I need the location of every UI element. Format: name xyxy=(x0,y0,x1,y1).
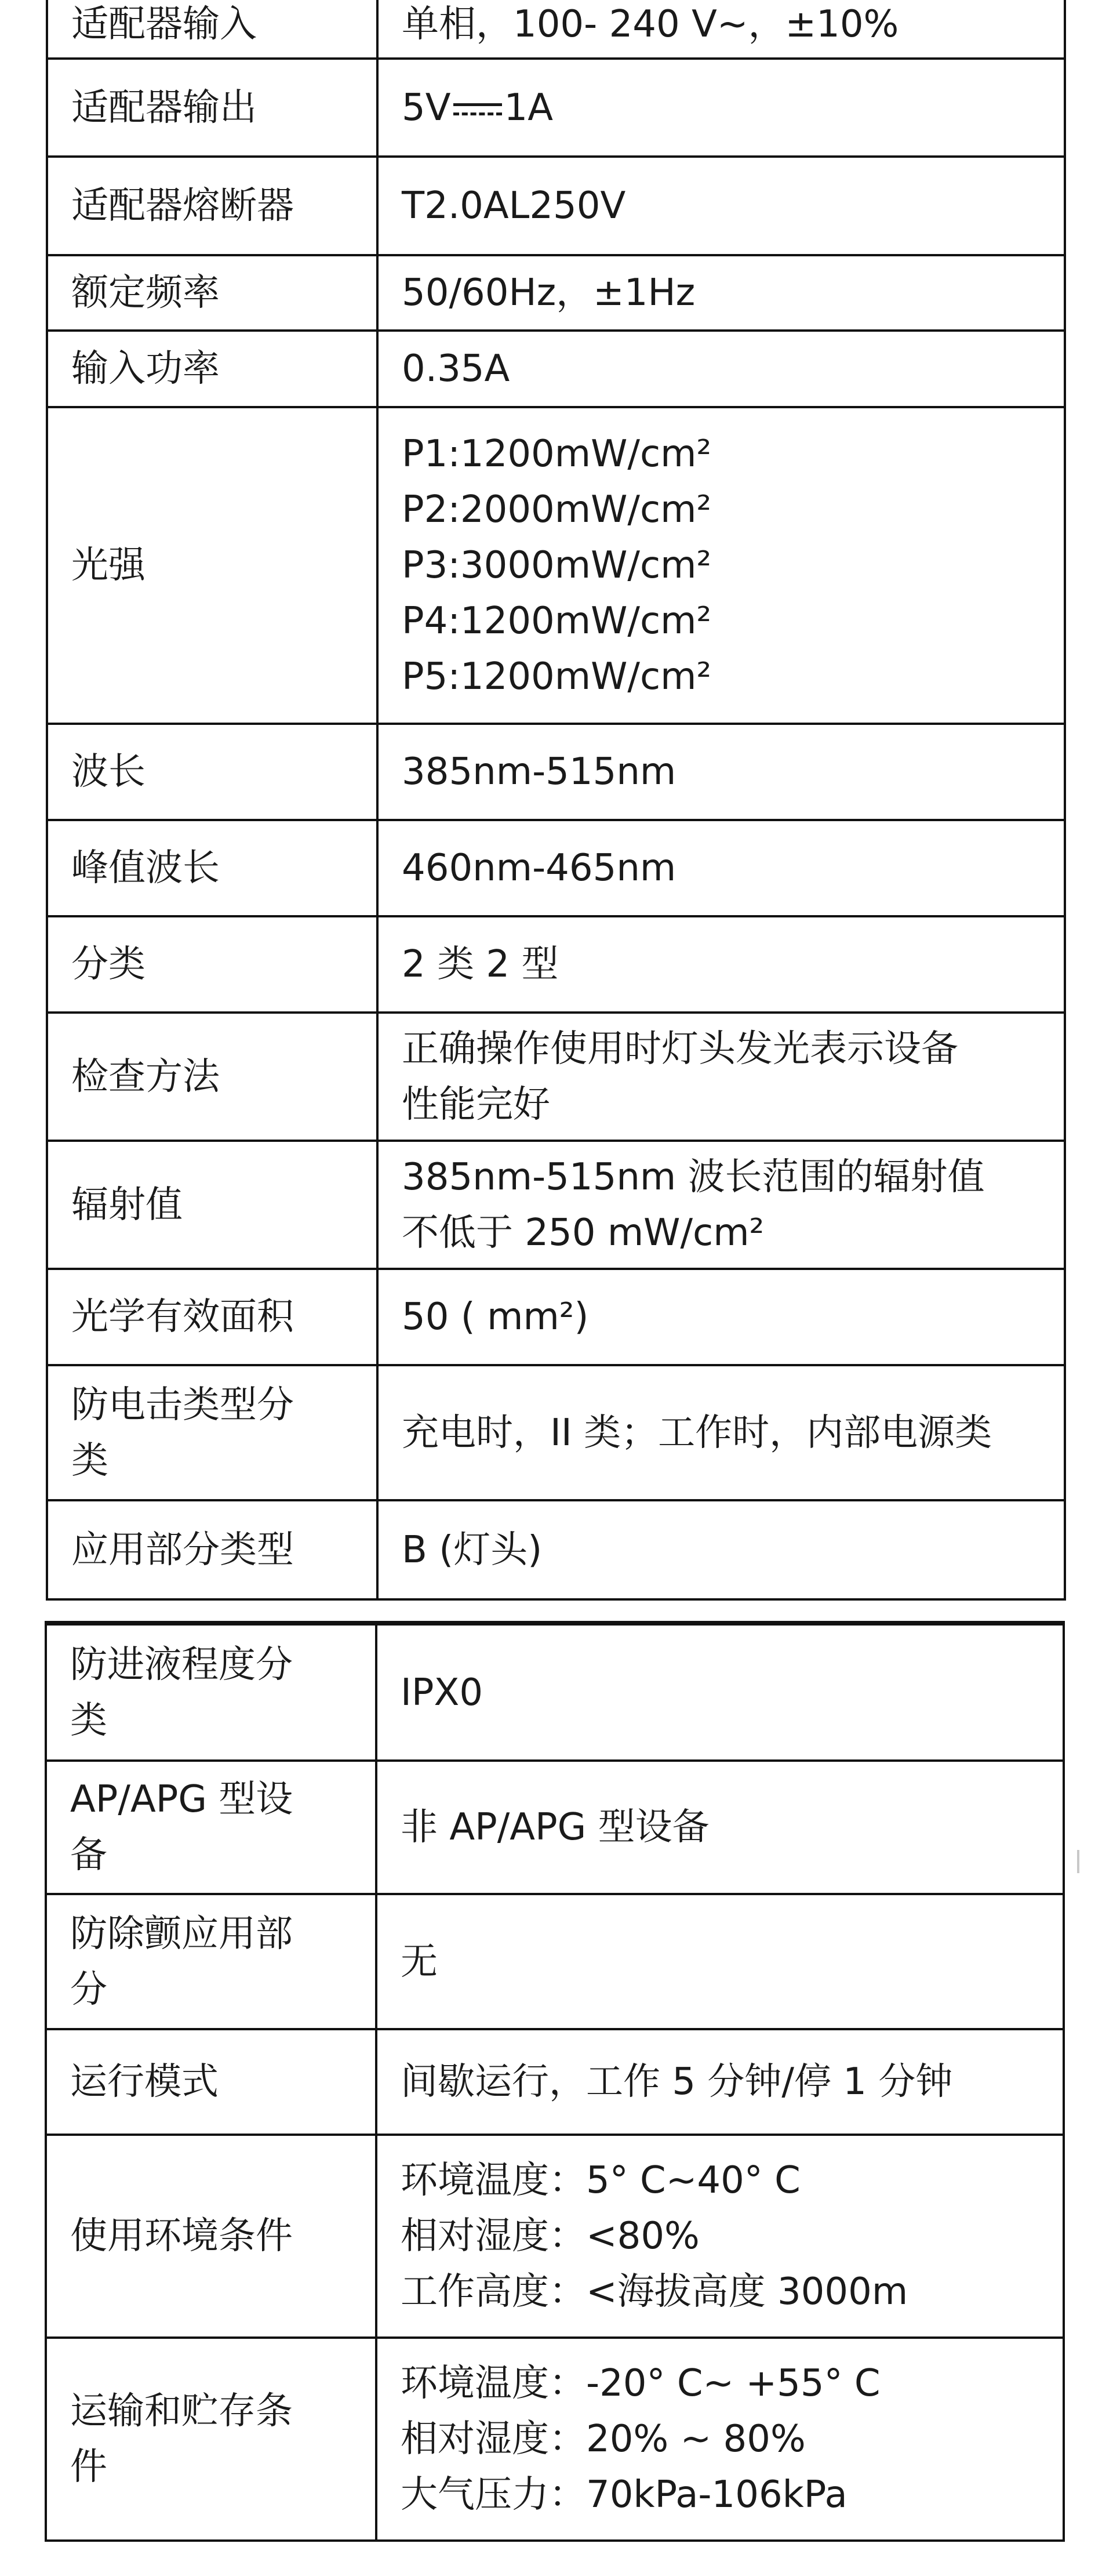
row-label xyxy=(47,407,377,724)
value-text: 50 ( mm²) xyxy=(402,1296,589,1338)
scan-mark xyxy=(1077,1850,1079,1873)
label-text: 运行模式 xyxy=(70,2060,219,2103)
table-row xyxy=(47,255,1065,331)
value-line: 385nm-515nm 波长范围的辐射值 xyxy=(402,1155,985,1199)
spec-table-top xyxy=(46,0,1066,1601)
value-suffix: 1A xyxy=(504,86,553,129)
table-row xyxy=(46,2338,1064,2541)
table-row xyxy=(46,1761,1064,1894)
row-value xyxy=(377,1013,1065,1141)
label-text: 辐射值 xyxy=(71,1183,183,1227)
row-value xyxy=(377,255,1065,331)
value-line: 不低于 250 mW/cm² xyxy=(402,1211,765,1254)
row-label xyxy=(46,1761,376,1894)
label-text: 应用部分类型 xyxy=(71,1528,294,1572)
table-row xyxy=(47,724,1065,820)
label-line: 运输和贮存条 xyxy=(70,2390,293,2433)
label-line: 备 xyxy=(70,1834,107,1877)
row-value xyxy=(377,1141,1065,1269)
label-line: 防电击类型分 xyxy=(71,1383,294,1427)
table-row xyxy=(47,407,1065,724)
value-line: P3:3000mW/cm² xyxy=(402,544,712,587)
row-value xyxy=(376,2135,1064,2338)
label-text: 适配器输入 xyxy=(71,2,257,46)
row-value xyxy=(377,0,1065,59)
row-value xyxy=(377,724,1065,820)
row-label xyxy=(47,916,377,1013)
row-value xyxy=(377,59,1065,157)
label-line: 类 xyxy=(71,1439,108,1482)
value-text: 50/60Hz，±1Hz xyxy=(402,271,696,314)
row-label xyxy=(47,1141,377,1269)
table-row xyxy=(46,1894,1064,2029)
dc-symbol-icon xyxy=(453,101,502,118)
row-label xyxy=(47,724,377,820)
row-label xyxy=(47,820,377,916)
row-label xyxy=(47,331,377,407)
label-text: 光学有效面积 xyxy=(71,1296,294,1338)
value-text: 充电时，II 类；工作时，内部电源类 xyxy=(402,1411,992,1454)
row-label xyxy=(47,1500,377,1599)
row-label xyxy=(46,2135,376,2338)
table-row xyxy=(47,331,1065,407)
value-text: IPX0 xyxy=(401,1671,483,1714)
table-row xyxy=(47,59,1065,157)
row-value xyxy=(376,1894,1064,2029)
row-label xyxy=(46,2338,376,2541)
row-value xyxy=(377,1365,1065,1500)
row-label xyxy=(46,2029,376,2135)
value-text xyxy=(402,80,1041,136)
value-text: 间歇运行，工作 5 分钟/停 1 分钟 xyxy=(401,2060,953,2103)
row-value xyxy=(376,2338,1064,2541)
row-label xyxy=(47,255,377,331)
table-row xyxy=(46,1623,1064,1761)
row-label xyxy=(47,1269,377,1365)
value-line: 正确操作使用时灯头发光表示设备 xyxy=(402,1027,958,1071)
label-text: 适配器输出 xyxy=(71,86,257,129)
spec-table-bottom xyxy=(45,1621,1065,2542)
value-text: 非 AP/APG 型设备 xyxy=(401,1806,710,1849)
label-line: 防除颤应用部 xyxy=(70,1912,293,1955)
row-label xyxy=(47,59,377,157)
table-row xyxy=(47,1500,1065,1599)
table-row xyxy=(47,1365,1065,1500)
value-line: P5:1200mW/cm² xyxy=(402,655,712,698)
label-text: 光强 xyxy=(71,544,146,587)
table-row xyxy=(47,1269,1065,1365)
value-line: 工作高度：<海拔高度 3000m xyxy=(401,2270,908,2313)
row-label xyxy=(46,1623,376,1761)
label-text: 输入功率 xyxy=(71,347,220,390)
label-text: 波长 xyxy=(71,750,146,793)
label-line: AP/APG 型设 xyxy=(70,1778,293,1821)
row-label xyxy=(47,157,377,255)
table-row xyxy=(47,1141,1065,1269)
value-text: 460nm-465nm xyxy=(402,847,676,890)
label-text: 使用环境条件 xyxy=(70,2215,293,2258)
row-label xyxy=(46,1894,376,2029)
label-text: 适配器熔断器 xyxy=(71,184,294,227)
table-row xyxy=(47,0,1065,59)
table-row xyxy=(47,916,1065,1013)
row-value xyxy=(377,157,1065,255)
value-line: 环境温度：-20° C~ +55° C xyxy=(401,2362,881,2405)
label-text: 分类 xyxy=(71,943,146,986)
row-value xyxy=(376,2029,1064,2135)
label-text: 峰值波长 xyxy=(71,847,220,890)
row-value xyxy=(377,1269,1065,1365)
value-line: 相对湿度：20% ~ 80% xyxy=(401,2418,806,2461)
row-value xyxy=(376,1623,1064,1761)
value-line: 性能完好 xyxy=(402,1083,550,1126)
row-value xyxy=(377,1500,1065,1599)
row-label xyxy=(47,1365,377,1500)
value-text: B (灯头) xyxy=(402,1528,543,1572)
row-value xyxy=(377,820,1065,916)
value-text: 单相，100- 240 V~，±10% xyxy=(402,2,899,46)
row-value xyxy=(377,916,1065,1013)
row-label xyxy=(47,1013,377,1141)
value-line: P4:1200mW/cm² xyxy=(402,600,712,643)
label-line: 分 xyxy=(70,1968,107,2011)
table-row xyxy=(46,2135,1064,2338)
value-line: P1:1200mW/cm² xyxy=(402,433,712,476)
label-line: 件 xyxy=(70,2446,107,2488)
value-line: P2:2000mW/cm² xyxy=(402,488,712,531)
label-text: 额定频率 xyxy=(71,271,220,314)
value-text: 2 类 2 型 xyxy=(402,943,559,986)
value-prefix: 5V xyxy=(402,86,451,129)
value-line: 大气压力：70kPa-106kPa xyxy=(401,2473,848,2516)
label-line: 防进液程度分 xyxy=(70,1643,293,1686)
row-value xyxy=(376,1761,1064,1894)
table-row xyxy=(47,157,1065,255)
table-row xyxy=(47,820,1065,916)
value-line: 相对湿度：<80% xyxy=(401,2215,700,2258)
table-row xyxy=(46,2029,1064,2135)
value-line: 环境温度：5° C~40° C xyxy=(401,2159,801,2202)
label-text: 检查方法 xyxy=(71,1055,220,1098)
row-value xyxy=(377,407,1065,724)
value-text: 0.35A xyxy=(402,347,510,390)
value-text: 385nm-515nm xyxy=(402,750,676,793)
value-text: T2.0AL250V xyxy=(402,184,626,227)
row-value xyxy=(377,331,1065,407)
table-row xyxy=(47,1013,1065,1141)
value-text: 无 xyxy=(401,1940,438,1983)
row-label xyxy=(47,0,377,59)
label-line: 类 xyxy=(70,1699,107,1742)
